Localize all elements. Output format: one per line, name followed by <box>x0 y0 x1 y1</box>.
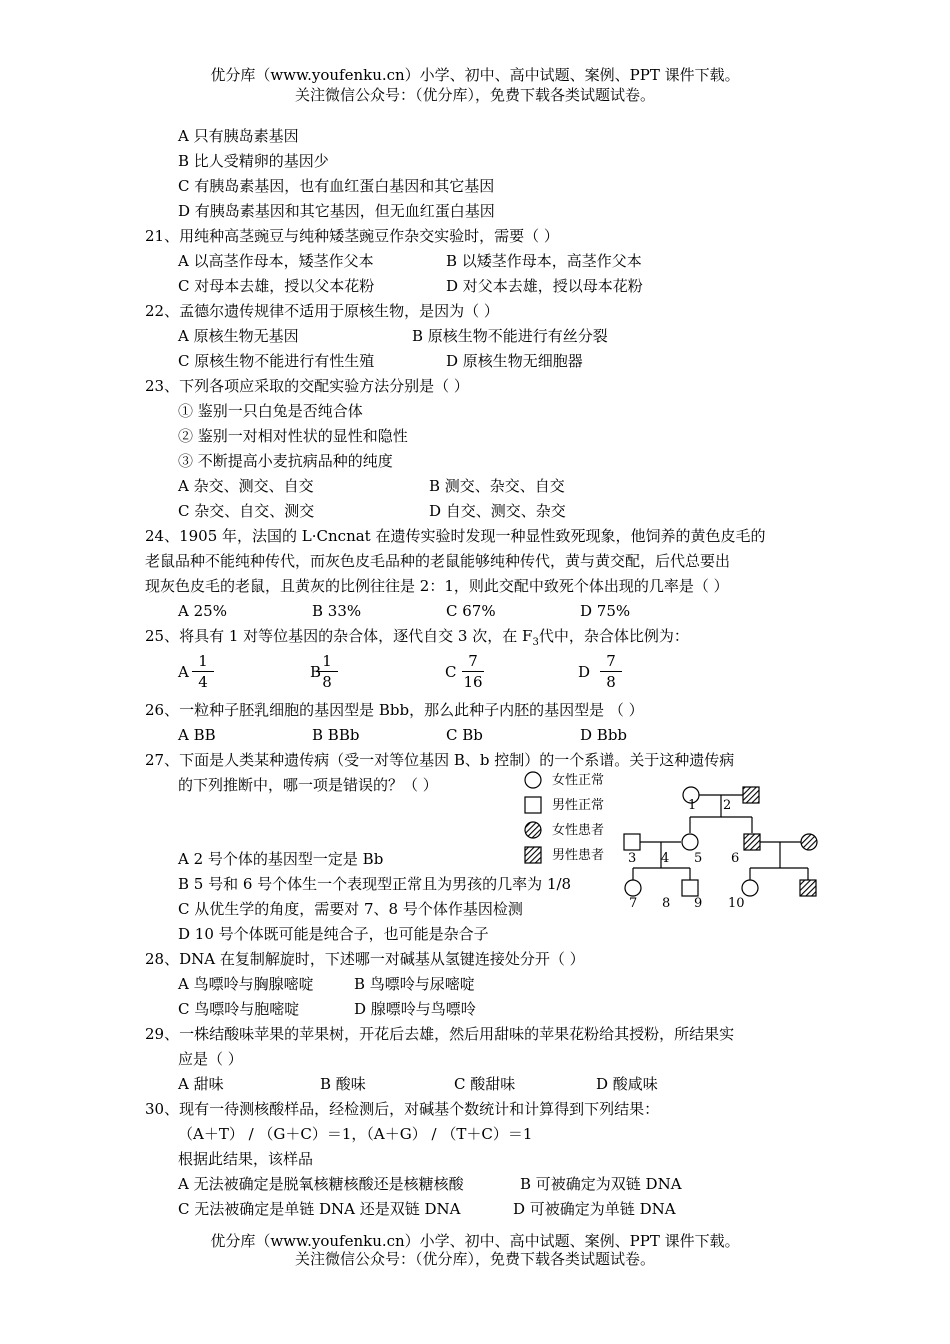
q22-option-b: B 原核生物不能进行有丝分裂 <box>412 327 608 345</box>
fraction-denominator: 16 <box>463 673 483 691</box>
q28-option-c: C 鸟嘌呤与胞嘧啶 <box>178 1000 300 1018</box>
q23-item-3: ③ 不断提高小麦抗病品种的纯度 <box>178 452 393 470</box>
q23-option-b: B 测交、杂交、自交 <box>429 477 565 495</box>
q20-option-c: C 有胰岛素基因，也有血红蛋白基因和其它基因 <box>178 177 495 195</box>
q25-option-a-fraction <box>188 652 218 691</box>
q24-option-a: A 25% <box>178 602 227 620</box>
q29-option-c: C 酸甜味 <box>454 1075 516 1093</box>
q23-stem: 23、下列各项应采取的交配实验方法分别是（ ） <box>145 377 469 395</box>
q20-option-a: A 只有胰岛素基因 <box>178 127 299 145</box>
pedigree-number-8: 8 <box>662 896 671 911</box>
q26-option-a: A BB <box>178 726 216 744</box>
pedigree-number-3: 3 <box>628 851 637 866</box>
q21-option-c: C 对母本去雄，授以父本花粉 <box>178 277 375 295</box>
legend-female-affected-label: 女性患者 <box>552 823 605 838</box>
q23-item-2: ② 鉴别一对相对性状的显性和隐性 <box>178 427 408 445</box>
pedigree-individual-3 <box>624 834 640 850</box>
pedigree-individual-6 <box>801 834 817 850</box>
q27-option-a: A 2 号个体的基因型一定是 Bb <box>178 850 384 868</box>
pedigree-legend-symbols <box>520 770 550 870</box>
q24-line-3: 现灰色皮毛的老鼠，且黄灰的比例往往是 2：1，则此交配中致死个体出现的几率是（ ） <box>145 577 729 595</box>
fraction-numerator: 7 <box>606 652 616 670</box>
pedigree-individual-9 <box>682 880 698 896</box>
q21-stem: 21、用纯种高茎豌豆与纯种矮茎豌豆作杂交实验时，需要（ ） <box>145 227 559 245</box>
fraction-numerator: 1 <box>322 652 332 670</box>
q21-option-b: B 以矮茎作母本，高茎作父本 <box>446 252 642 270</box>
q24-option-d: D 75% <box>580 602 631 620</box>
q28-option-a: A 鸟嘌呤与胸腺嘧啶 <box>178 975 314 993</box>
q22-option-a: A 原核生物无基因 <box>178 327 299 345</box>
q26-option-c: C Bb <box>446 726 483 744</box>
fraction-denominator: 8 <box>322 673 332 691</box>
pedigree-number-10: 10 <box>728 896 745 911</box>
pedigree-individual-10 <box>742 880 758 896</box>
legend-male-affected-icon <box>525 847 541 863</box>
q29-option-a: A 甜味 <box>178 1075 224 1093</box>
pedigree-individual-5 <box>744 834 760 850</box>
q29-option-d: D 酸咸味 <box>596 1075 658 1093</box>
q30-lead: 根据此结果，该样品 <box>178 1150 314 1168</box>
q23-option-d: D 自交、测交、杂交 <box>429 502 566 520</box>
q20-option-d: D 有胰岛素基因和其它基因，但无血红蛋白基因 <box>178 202 495 220</box>
legend-female-normal-icon <box>525 772 541 788</box>
q23-option-c: C 杂交、自交、测交 <box>178 502 315 520</box>
q25-option-b-label: B <box>310 663 322 681</box>
q27-option-d: D 10 号个体既可能是纯合子，也可能是杂合子 <box>178 925 489 943</box>
q23-item-1: ① 鉴别一只白兔是否纯合体 <box>178 402 363 420</box>
q24-option-b: B 33% <box>312 602 362 620</box>
q25-stem: 25、将具有 1 对等位基因的杂合体，逐代自交 3 次，在 $F_3$代中，杂合体比例为： <box>145 627 689 648</box>
pedigree-individual-4 <box>682 834 698 850</box>
q26-option-d: D Bbb <box>580 726 628 744</box>
q28-option-b: B 鸟嘌呤与尿嘧啶 <box>354 975 475 993</box>
q30-option-c: C 无法被确定是单链 DNA 还是双链 DNA <box>178 1200 461 1218</box>
q30-stem: 30、现有一待测核酸样品，经检测后，对碱基个数统计和计算得到下列结果： <box>145 1100 660 1118</box>
footer-line-1: 优分库（www.youfenku.cn）小学、初中、高中试题、案例、PPT 课件下载。 <box>210 1232 740 1250</box>
pedigree-number-6: 6 <box>731 851 740 866</box>
q25-option-a-label: A <box>178 663 189 681</box>
pedigree-number-5: 5 <box>694 851 703 866</box>
legend-female-normal-label: 女性正常 <box>552 773 605 788</box>
fraction-bar <box>192 671 214 672</box>
q27-line-2: 的下列推断中，哪一项是错误的？（ ） <box>178 776 438 794</box>
q22-option-c: C 原核生物不能进行有性生殖 <box>178 352 375 370</box>
q29-line-1: 29、一株结酸味苹果的苹果树，开花后去雄，然后用甜味的苹果花粉给其授粉，所结果实 <box>145 1025 735 1043</box>
q27-line-1: 27、下面是人类某种遗传病（受一对等位基因 B、b 控制）的一个系谱。关于这种遗传病 <box>145 751 735 769</box>
pedigree-number-7: 7 <box>629 896 638 911</box>
footer-line-2: 关注微信公众号：（优分库），免费下载各类试题试卷。 <box>294 1250 655 1268</box>
q24-line-1: 24、1905 年，法国的 L·Cncnat 在遗传实验时发现一种显性致死现象，他饲养的黄色皮毛的 <box>145 527 766 545</box>
legend-male-normal-icon <box>525 797 541 813</box>
q30-option-b: B 可被确定为双链 DNA <box>520 1175 682 1193</box>
pedigree-individual-2 <box>743 787 759 803</box>
q27-option-b: B 5 号和 6 号个体生一个表现型正常且为男孩的几率为 1/8 <box>178 875 572 893</box>
q29-line-2: 应是（ ） <box>178 1050 243 1068</box>
fraction-bar <box>462 671 484 672</box>
pedigree-number-2: 2 <box>723 798 732 813</box>
q28-option-d: D 腺嘌呤与鸟嘌呤 <box>354 1000 476 1018</box>
q27-option-c: C 从优生学的角度，需要对 7、8 号个体作基因检测 <box>178 900 523 918</box>
fraction-denominator: 8 <box>606 673 616 691</box>
q30-formula: （A＋T） / （G＋C）＝1，（A＋G） / （T＋C）＝1 <box>178 1125 533 1143</box>
q23-option-a: A 杂交、测交、自交 <box>178 477 314 495</box>
header-line-2: 关注微信公众号：（优分库），免费下载各类试题试卷。 <box>294 86 655 104</box>
legend-male-normal-label: 男性正常 <box>552 798 605 813</box>
pedigree-individual-11 <box>800 880 816 896</box>
q25-option-d-label: D <box>578 663 591 681</box>
q29-option-b: B 酸味 <box>320 1075 366 1093</box>
pedigree-number-1: 1 <box>688 798 697 813</box>
pedigree-number-4: 4 <box>661 851 670 866</box>
fraction-numerator: 1 <box>198 652 208 670</box>
q30-option-a: A 无法被确定是脱氧核糖核酸还是核糖核酸 <box>178 1175 464 1193</box>
q25-option-d-fraction <box>596 652 626 691</box>
q25-option-b-fraction <box>312 652 342 691</box>
q21-option-a: A 以高茎作母本，矮茎作父本 <box>178 252 374 270</box>
q24-option-c: C 67% <box>446 602 496 620</box>
q20-option-b: B 比人受精卵的基因少 <box>178 152 329 170</box>
q22-option-d: D 原核生物无细胞器 <box>446 352 583 370</box>
q25-option-c-fraction <box>458 652 488 691</box>
q28-stem: 28、DNA 在复制解旋时，下述哪一对碱基从氢键连接处分开（ ） <box>145 950 585 968</box>
header-line-1: 优分库（www.youfenku.cn）小学、初中、高中试题、案例、PPT 课件下载。 <box>210 66 740 84</box>
fraction-denominator: 4 <box>198 673 208 691</box>
fraction-bar <box>316 671 338 672</box>
q26-stem: 26、一粒种子胚乳细胞的基因型是 Bbb，那么此种子内胚的基因型是 （ ） <box>145 701 644 719</box>
fraction-bar <box>600 671 622 672</box>
legend-male-affected-label: 男性患者 <box>552 848 605 863</box>
pedigree-number-9: 9 <box>694 896 703 911</box>
q25-option-c-label: C <box>445 663 457 681</box>
fraction-numerator: 7 <box>468 652 478 670</box>
q24-line-2: 老鼠品种不能纯种传代，而灰色皮毛品种的老鼠能够纯种传代，黄与黄交配，后代总要出 <box>145 552 731 570</box>
pedigree-individual-7 <box>625 880 641 896</box>
q21-option-d: D 对父本去雄，授以母本花粉 <box>446 277 643 295</box>
q22-stem: 22、孟德尔遗传规律不适用于原核生物，是因为（ ） <box>145 302 499 320</box>
legend-female-affected-icon <box>525 822 541 838</box>
q26-option-b: B BBb <box>312 726 360 744</box>
q30-option-d: D 可被确定为单链 DNA <box>513 1200 676 1218</box>
pedigree-diagram <box>615 775 830 910</box>
